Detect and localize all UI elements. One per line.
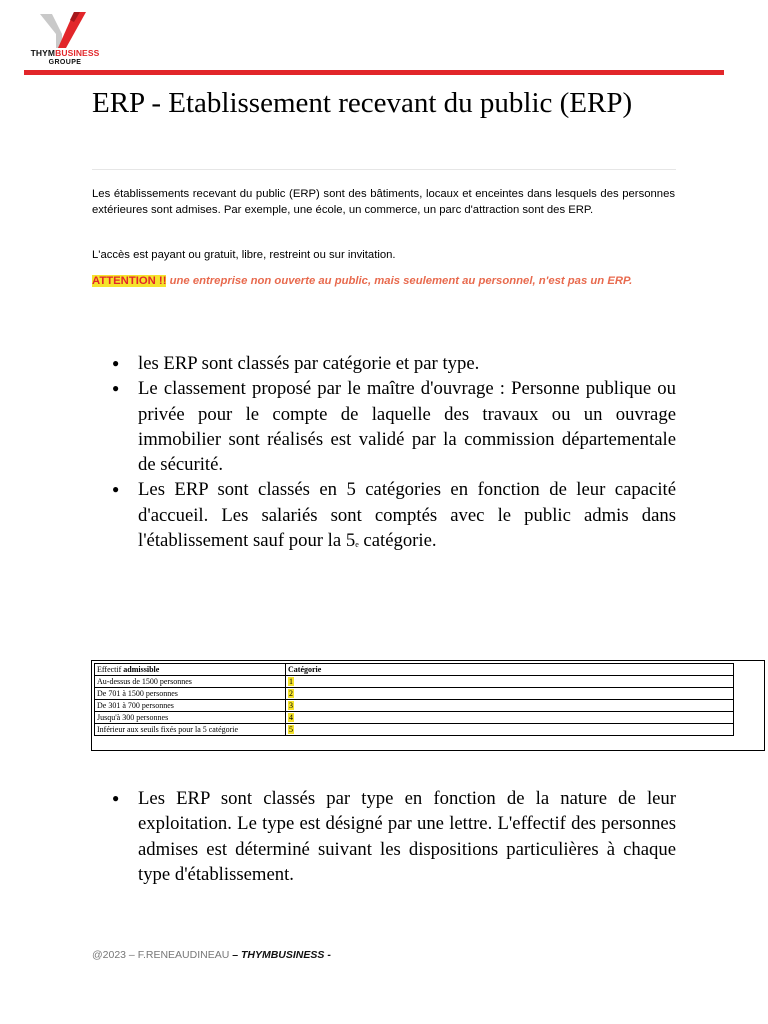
title-divider (92, 169, 676, 170)
category-value: 5 (289, 725, 293, 734)
list-item (112, 376, 676, 477)
bullet-dot-icon: ● (112, 381, 120, 396)
company-logo (22, 12, 108, 70)
category-value: 1 (289, 677, 293, 686)
bullet-list-bottom (112, 786, 676, 887)
superscript: e (355, 540, 359, 550)
cell-categorie (286, 700, 734, 712)
page-title: ERP - Etablissement recevant du public (ERP) (92, 87, 633, 119)
attention-text: une entreprise non ouverte au public, mais seulement au personnel, n'est pas un ERP. (166, 275, 633, 287)
category-table-frame (91, 660, 765, 751)
category-table (94, 663, 734, 736)
attention-paragraph (92, 273, 675, 289)
cell-effectif: Inférieur aux seuils fixés pour la 5 catégorie (95, 724, 286, 736)
cell-categorie (286, 688, 734, 700)
footer-brand: – THYMBUSINESS - (232, 949, 331, 961)
cell-categorie (286, 676, 734, 688)
bullet-dot-icon: ● (112, 482, 120, 497)
header-effectif-b: admissible (123, 665, 160, 674)
cell-effectif: De 701 à 1500 personnes (95, 688, 286, 700)
cell-effectif: De 301 à 700 personnes (95, 700, 286, 712)
logo-subtitle: GROUPE (48, 59, 82, 66)
attention-label: ATTENTION !! (92, 275, 167, 287)
list-item (112, 351, 676, 376)
bullet-text: Les ERP sont classés en 5 catégories en fonction de leur capacité d'accueil. Les salariés sont comptés avec le public admis dans l'établissement sauf pour la 5 (138, 479, 676, 552)
table-header-row (95, 664, 734, 676)
bullet-text: les ERP sont classés par catégorie et par type. (138, 353, 480, 374)
cell-effectif: Jusqu'à 300 personnes (95, 712, 286, 724)
bullet-list-top (112, 351, 676, 557)
bullet-dot-icon: ● (112, 356, 120, 370)
bullet-dot-icon: ● (112, 791, 120, 805)
list-item (112, 786, 676, 887)
cell-effectif: Au-dessus de 1500 personnes (95, 676, 286, 688)
table-row (95, 712, 734, 724)
logo-brand-part2: BUSINESS (55, 48, 100, 58)
intro-paragraph-1: Les établissements recevant du public (ERP) sont des bâtiments, locaux et enceintes dans lesquels des personnes extérieures sont admises. Par exemple, une école, un commerce, un parc d'attraction sont des ERP. (92, 188, 675, 216)
list-item (112, 477, 676, 557)
header-categorie: Catégorie (286, 664, 734, 676)
table-row (95, 724, 734, 736)
bullet-text-tail: catégorie. (358, 530, 437, 552)
category-value: 4 (289, 713, 293, 722)
logo-brand-text (22, 49, 108, 58)
table-row (95, 676, 734, 688)
cell-categorie (286, 712, 734, 724)
intro-paragraph-2: L'accès est payant ou gratuit, libre, restreint ou sur invitation. (92, 249, 396, 261)
page-footer (92, 949, 331, 961)
header-effectif (95, 664, 286, 676)
cell-categorie (286, 724, 734, 736)
bullet-text: Le classement proposé par le maître d'ouvrage : Personne publique ou privée pour le compte de laquelle des travaux ou un ouvrage immobilier sont réalisés est validé par la commission départementale de sécurité. (138, 378, 676, 476)
header-red-rule (24, 70, 724, 75)
table-row (95, 700, 734, 712)
logo-y-mark-icon (40, 12, 86, 48)
category-value: 3 (289, 701, 293, 710)
logo-brand-part1: THYM (30, 48, 56, 58)
footer-copyright: @2023 – F.RENEAUDINEAU (92, 949, 233, 961)
category-value: 2 (289, 689, 293, 698)
bullet-text: Les ERP sont classés par type en fonction de la nature de leur exploitation. Le type est désigné par une lettre. L'effectif des personnes admises est déterminé suivant les dispositions particulières à chaque type d'établissement. (138, 788, 676, 885)
table-row (95, 688, 734, 700)
header-effectif-a: Effectif (97, 665, 124, 674)
